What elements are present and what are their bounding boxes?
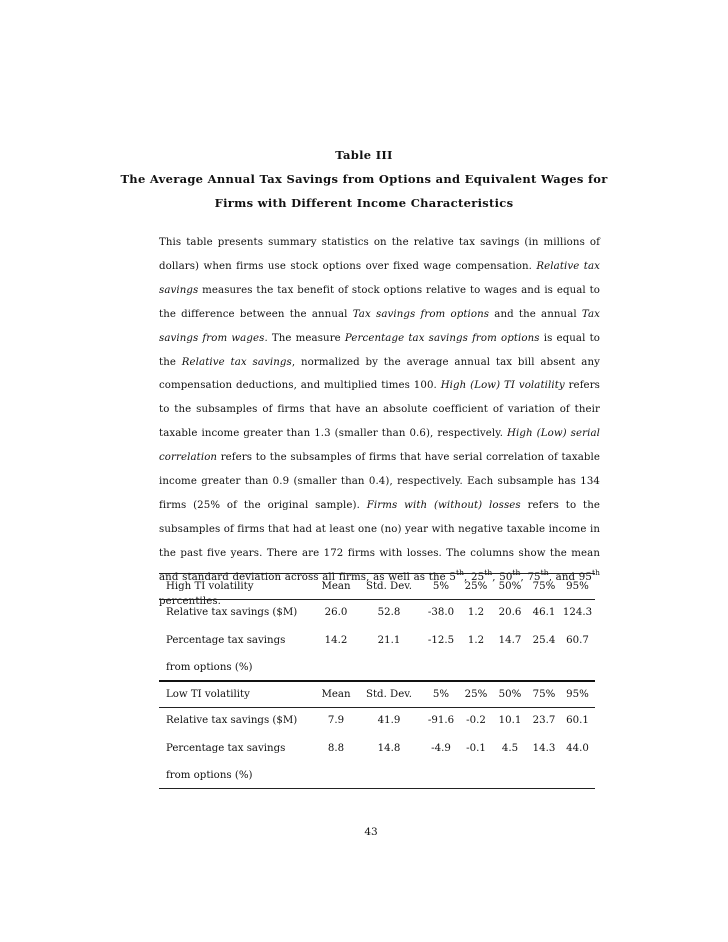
column-header: 50%: [492, 681, 528, 708]
table-cell: 46.1: [532, 607, 556, 618]
row-label: Percentage tax savings: [166, 634, 286, 646]
summary-statistics-table: [159, 573, 595, 789]
table-cell: 1.2: [467, 634, 485, 646]
column-header: 5%: [422, 681, 460, 708]
column-header: 75%: [528, 574, 560, 600]
table-cell: -91.6: [427, 715, 455, 726]
row-label: Percentage tax savings: [166, 742, 286, 754]
table-cell: 1.2: [467, 607, 485, 618]
table-cell: 23.7: [532, 715, 556, 726]
row-label-continuation: from options (%): [159, 763, 316, 789]
row-label: Relative tax savings ($M): [166, 715, 298, 726]
table-cell: -0.1: [466, 742, 486, 754]
table-cell: 44.0: [566, 742, 589, 754]
table-row: [159, 763, 595, 789]
column-header: Mean: [316, 681, 356, 708]
table-cell: 60.1: [566, 715, 589, 726]
table-cell: -38.0: [427, 607, 455, 618]
column-header: 25%: [460, 574, 492, 600]
table-label: Table III: [335, 148, 393, 162]
table-header-row: [159, 574, 595, 600]
column-header: Mean: [316, 574, 356, 600]
table-row: [159, 625, 595, 655]
table-cell: 10.1: [498, 715, 522, 726]
table-row: [159, 600, 595, 626]
table-cell: 124.3: [562, 607, 593, 618]
table-cell: -12.5: [427, 634, 455, 646]
table-cell: 14.2: [324, 634, 348, 646]
table-cell: 14.7: [498, 634, 522, 646]
table-cell: 21.1: [377, 634, 401, 646]
column-header: Std. Dev.: [356, 681, 422, 708]
table-cell: 26.0: [324, 607, 348, 618]
table-cell: 14.3: [532, 742, 556, 754]
table-cell: 52.8: [377, 607, 401, 618]
page-number: 43: [364, 826, 378, 838]
column-header: 95%: [560, 574, 595, 600]
table-cell: 41.9: [377, 715, 401, 726]
table-cell: 7.9: [327, 715, 345, 726]
row-label: Relative tax savings ($M): [166, 607, 298, 618]
column-header: 50%: [492, 574, 528, 600]
table-cell: 25.4: [532, 634, 556, 646]
column-header: 75%: [528, 681, 560, 708]
table-cell: -0.2: [466, 715, 486, 726]
table-cell: -4.9: [431, 742, 451, 754]
column-header: Std. Dev.: [356, 574, 422, 600]
table-cell: 8.8: [327, 742, 345, 754]
table-header-row: [159, 681, 595, 708]
table-cell: 4.5: [501, 742, 519, 754]
column-header: 25%: [460, 681, 492, 708]
table-row: [159, 655, 595, 681]
panel-title: Low TI volatility: [159, 681, 316, 708]
column-header: 95%: [560, 681, 595, 708]
table-description: This table presents summary statistics on the relative tax savings (in millions of dollars) when firms use stock options over fixed wage compensation. Relative tax savings measures the tax benefit of stock options relative to wages and is equal to the difference between the annual Tax savings from options and the annual Tax savings from wages. The measure Percentage tax savings from options is equal to the Relative tax savings, normalized by the average annual tax bill absent any compensation deductions, and multiplied times 100. High (Low) TI volatility refers to the subsamples of firms that have an absolute coefficient of variation of their taxable income greater than 1.3 (smaller than 0.6), respectively. High (Low) serial correlation refers to the subsamples of firms that have serial correlation of taxable income greater than 0.9 (smaller than 0.4), respectively. Each subsample has 134 firms (25% of the original sample). Firms with (without) losses refers to the subsamples of firms that had at least one (no) year with negative taxable income in the past five years. There are 172 firms with losses. The columns show the mean and standard deviation across all firms, as well as the 5th, 25th, 50th, 75th, and 95th percentiles.: [159, 237, 601, 607]
table-title-line2: Firms with Different Income Characteristics: [214, 196, 514, 210]
row-label-continuation: from options (%): [166, 662, 253, 673]
table-cell: 14.8: [377, 742, 401, 754]
table-title-line1: The Average Annual Tax Savings from Options and Equivalent Wages for: [120, 172, 608, 186]
table-row: [159, 733, 595, 763]
table-cell: 20.6: [498, 607, 522, 618]
table-cell: 60.7: [566, 634, 589, 646]
column-header: 5%: [422, 574, 460, 600]
table-row: [159, 708, 595, 734]
panel-title: High TI volatility: [159, 574, 316, 600]
